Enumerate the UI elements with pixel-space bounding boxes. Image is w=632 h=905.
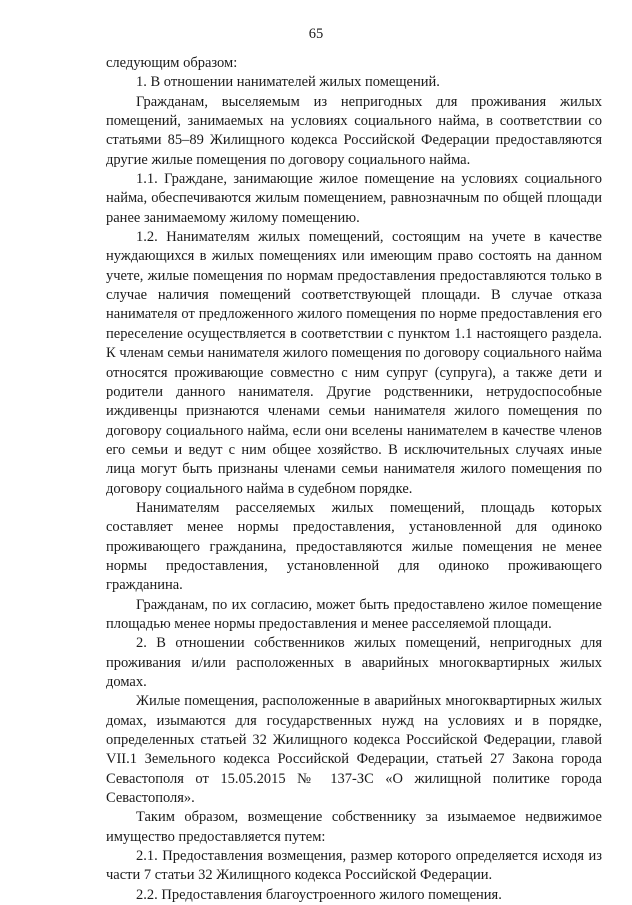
paragraph-item-2-2: 2.2. Предоставления благоустроенного жилого помещения.	[136, 886, 502, 903]
paragraph-tenants-area: Нанимателям расселяемых жилых помещений, площадь которых составляет менее нормы предоставления, установленной для одиноко проживающего гражданина, предоставляются жилые помещения не менее нормы предоставления, установленной для одиноко проживающего гражданина.	[106, 499, 602, 594]
paragraph-item-1-2: 1.2. Нанимателям жилых помещений, состоящим на учете в качестве нуждающихся в жилых помещениях или имеющим право состоять на данном учете, жилые помещения по нормам предоставления предоставляются только в случае наличия помещений соответствующей площади. В случае отказа нанимателя от предложенного жилого помещения по норме предоставления его переселение осуществляется в соответствии с пунктом 1.1 настоящего раздела. К членам семьи нанимателя жилого помещения по договору социального найма относятся проживающие совместно с ним супруг (супруга), а также дети и родители данного нанимателя. Другие родственники, нетрудоспособные иждивенцы признаются членами семьи нанимателя жилого помещения по договору социального найма, если они вселены нанимателем в качестве членов его семьи и ведут с ним общее хозяйство. В исключительных случаях иные лица могут быть признаны членами семьи нанимателя жилого помещения по договору социального найма в судебном порядке.	[106, 229, 602, 497]
paragraph-section-2-text: Жилые помещения, расположенные в аварийных многоквартирных жилых домах, изымаются для государственных нужд на условиях и в порядке, определенных статьей 32 Жилищного кодекса Российской Федерации, главой VII.1 Земельного кодекса Российской Федерации, статьей 27 Закона города Севастополя от 15.05.2015 № 137-ЗС «О жилищной политике города Севастополя».	[106, 693, 602, 807]
page-number: 65	[308, 26, 324, 42]
paragraph-compensation-intro: Таким образом, возмещение собственнику за изымаемое недвижимое имущество предоставляется путем:	[106, 809, 602, 845]
document-body	[106, 54, 602, 905]
paragraph-intro: следующим образом:	[106, 55, 238, 71]
paragraph-citizens-consent: Гражданам, по их согласию, может быть предоставлено жилое помещение площадью менее нормы предоставления и менее расселяемой площади.	[106, 596, 602, 632]
paragraph-section-2-heading: 2. В отношении собственников жилых помещений, непригодных для проживания и/или расположенных в аварийных многоквартирных жилых домах.	[106, 635, 602, 690]
paragraph-section-1-text: Гражданам, выселяемым из непригодных для проживания жилых помещений, занимаемых на условиях социального найма, в соответствии со статьями 85–89 Жилищного кодекса Российской Федерации предоставляются другие жилые помещения по договору социального найма.	[106, 93, 602, 168]
paragraph-item-2-1: 2.1. Предоставления возмещения, размер которого определяется исходя из части 7 статьи 32 Жилищного кодекса Российской Федерации.	[106, 848, 602, 884]
paragraph-item-1-1: 1.1. Граждане, занимающие жилое помещение на условиях социального найма, обеспечиваются жилым помещением, равнозначным по общей площади ранее занимаемому жилому помещению.	[106, 171, 602, 226]
paragraph-section-1-heading: 1. В отношении нанимателей жилых помещений.	[136, 74, 440, 91]
